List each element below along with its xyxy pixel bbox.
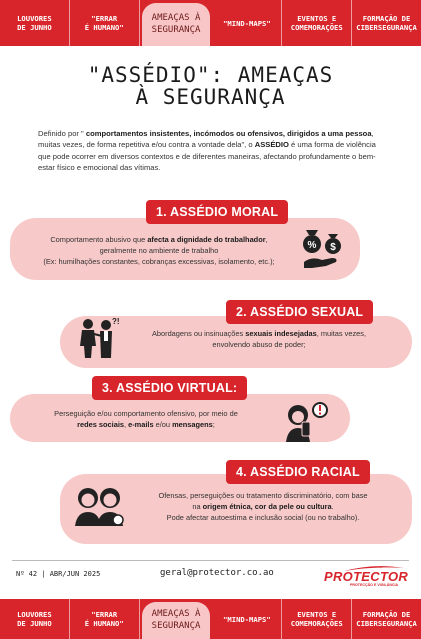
desc-text: Abordagens ou insinuações: [151, 329, 246, 338]
nav-tab-mindmaps[interactable]: "MIND-MAPS": [212, 599, 282, 639]
section-virtual-description: [16, 408, 276, 430]
section-moral-description: [14, 234, 304, 267]
desc-emphasis: sexuais indesejadas: [245, 329, 317, 338]
nav-tab-formacao[interactable]: FORMAÇÃO DE CIBERSEGURANÇA: [356, 610, 417, 628]
desc-text: (Ex: humilhações constantes, cobranças excessivas, isolamento, etc.);: [43, 257, 275, 266]
desc-text: , muitas vezes,: [316, 329, 367, 338]
footer-divider: [12, 560, 409, 561]
nav-tab-eventos[interactable]: EVENTOS E COMEMORAÇÕES: [282, 0, 352, 46]
desc-text: ,: [265, 235, 268, 244]
desc-text: geralmente no ambiente de trabalho: [99, 246, 219, 255]
nav-tab-mindmaps[interactable]: "MIND-MAPS": [212, 0, 282, 46]
intro-text: , muitas vezes, de forma repetitiva e/ou contra a vontade dela", o: [38, 129, 374, 150]
desc-text: ,: [124, 420, 129, 429]
nav-tab-ameacas[interactable]: AMEAÇAS À SEGURANÇA: [142, 3, 211, 46]
intro-text: Definido por ": [38, 129, 84, 138]
desc-text: .: [331, 502, 334, 511]
nav-tab-ameacas[interactable]: AMEAÇAS À SEGURANÇA: [142, 602, 211, 639]
issue-number: Nº 42 | ABR/JUN 2025: [16, 570, 101, 578]
intro-text: é uma forma de violência que pode ocorrer em diversos contextos e de diferentes maneiras, afectando profundamente o bem-estar físico e emocional das vítimas.: [38, 140, 376, 173]
desc-emphasis: mensagens: [172, 420, 213, 429]
protector-logo: [322, 565, 410, 587]
phone-alert-woman-icon: [284, 400, 330, 442]
bottom-nav: [0, 599, 421, 639]
nav-tab-formacao[interactable]: FORMAÇÃO DE CIBERSEGURANÇA: [356, 14, 417, 32]
desc-text: e/ou: [153, 420, 173, 429]
desc-emphasis: e-mails: [128, 420, 154, 429]
section-sexual-heading: 2. ASSÉDIO SEXUAL: [226, 300, 373, 324]
diverse-people-icon: [74, 486, 126, 526]
desc-emphasis: redes sociais: [77, 420, 124, 429]
intro-definition: comportamentos insistentes, incómodos ou ofensivos, dirigidos a uma pessoa: [83, 129, 372, 138]
nav-tab-errar[interactable]: "ERRAR É HUMANO": [70, 0, 140, 46]
svg-text:%: %: [307, 240, 317, 251]
desc-emphasis: origem étnica, cor da pele ou cultura: [202, 502, 332, 511]
desc-text: Pode afectar autoestima e inclusão social (ou no trabalho).: [166, 513, 360, 522]
section-racial-description: [128, 490, 398, 523]
svg-text:?!: ?!: [112, 317, 120, 326]
intro-keyword: ASSÉDIO: [254, 140, 289, 150]
desc-text: ;: [212, 420, 215, 429]
nav-tab-louvores[interactable]: LOUVORES DE JUNHO: [0, 599, 70, 639]
desc-text: Perseguição e/ou comportamento ofensivo, por meio de: [54, 409, 238, 418]
desc-text: Ofensas, perseguições ou tratamento discriminatório, com base: [158, 491, 368, 500]
money-bag-hand-icon: [298, 226, 346, 272]
contact-email-link[interactable]: geral@protector.co.ao: [160, 568, 274, 578]
nav-tab-errar[interactable]: "ERRAR É HUMANO": [70, 599, 140, 639]
logo-name: PROTECTOR: [324, 569, 409, 584]
logo-tagline: PROTECÇÃO E VIGILÂNCIA: [350, 583, 399, 587]
section-racial-heading: 4. ASSÉDIO RACIAL: [226, 460, 370, 484]
svg-text:$: $: [330, 242, 336, 253]
page-title: "ASSÉDIO": AMEAÇAS À SEGURANÇA: [87, 63, 334, 109]
desc-text: na: [192, 502, 203, 511]
desc-emphasis: afecta a dignidade do trabalhador: [147, 235, 266, 244]
intro-paragraph: [38, 128, 386, 174]
top-nav: [0, 0, 421, 46]
nav-tab-eventos[interactable]: EVENTOS E COMEMORAÇÕES: [282, 599, 352, 639]
harassment-couple-icon: [74, 316, 122, 360]
desc-text: Comportamento abusivo que: [50, 235, 148, 244]
nav-tab-louvores[interactable]: LOUVORES DE JUNHO: [0, 0, 70, 46]
desc-text: envolvendo abuso de poder;: [212, 340, 306, 349]
section-sexual-description: [124, 328, 394, 350]
section-virtual-heading: 3. ASSÉDIO VIRTUAL:: [92, 376, 247, 400]
section-moral-heading: 1. ASSÉDIO MORAL: [146, 200, 288, 224]
